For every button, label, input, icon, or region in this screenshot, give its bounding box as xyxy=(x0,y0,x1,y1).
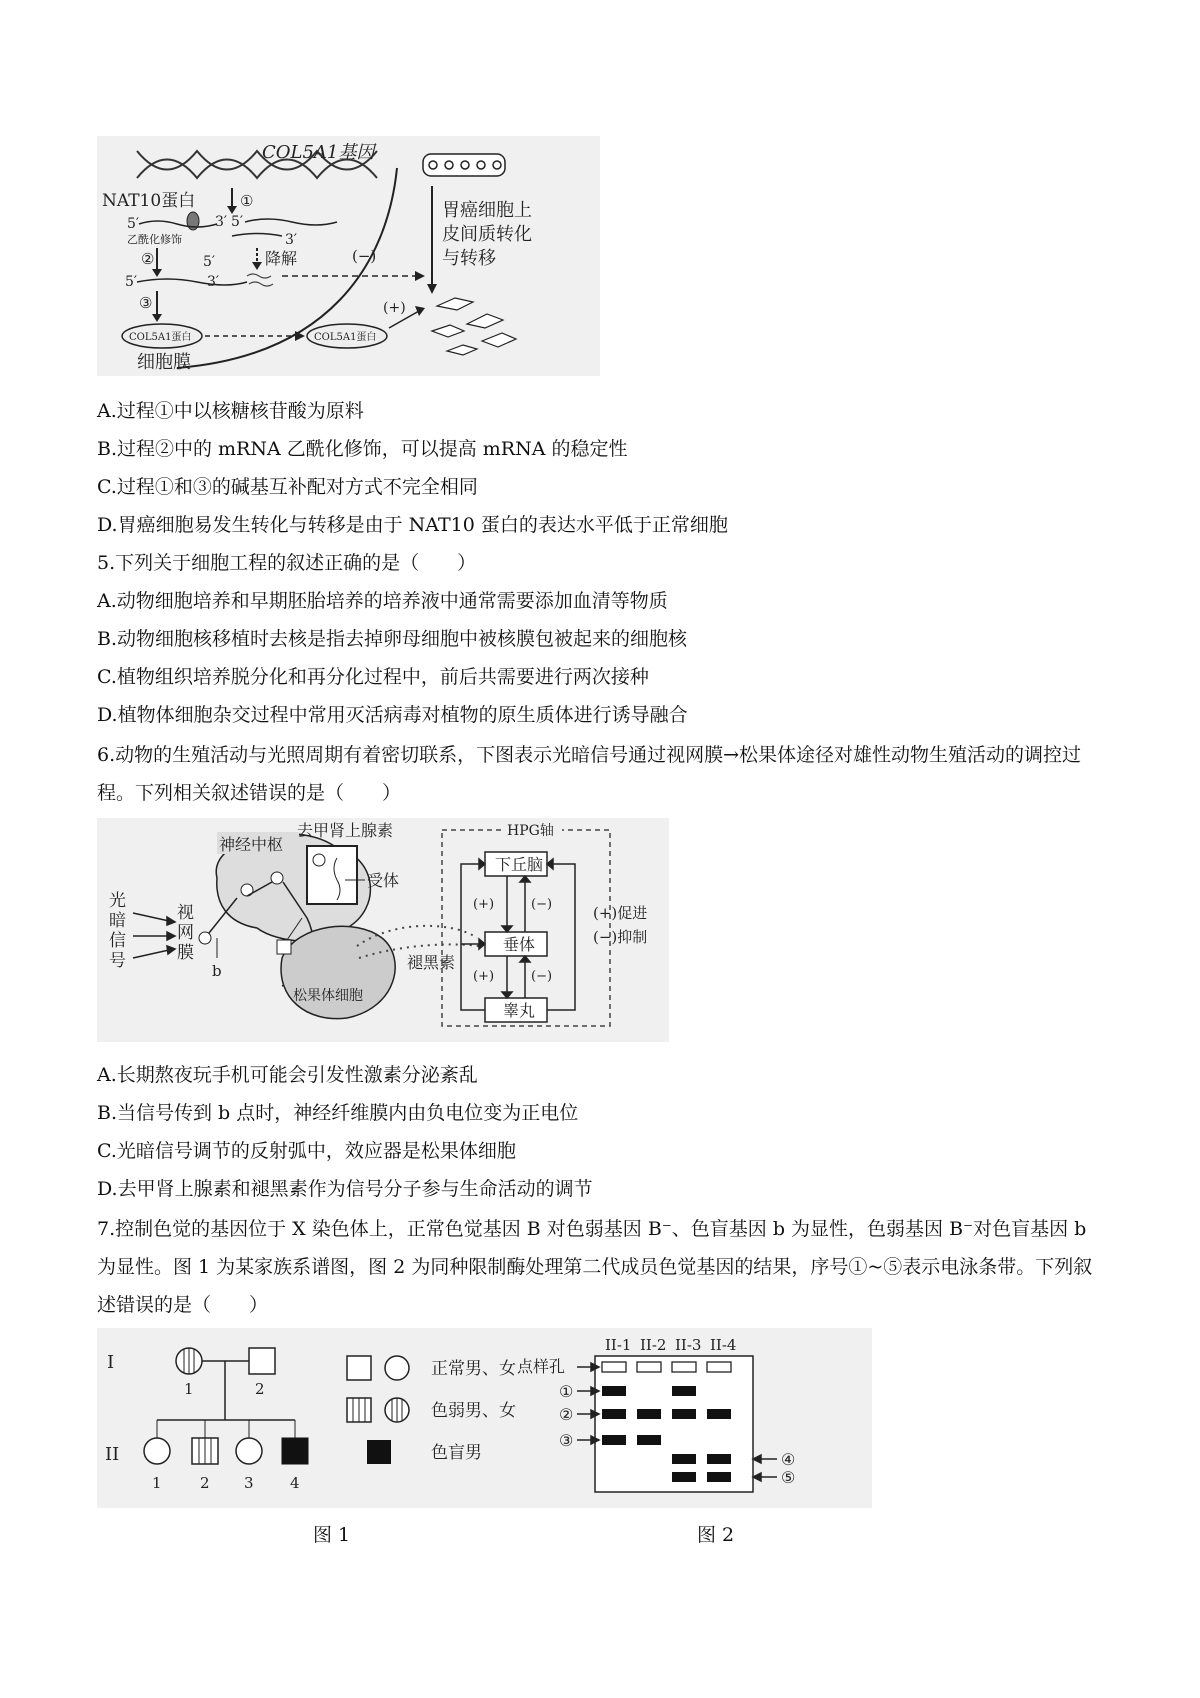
gene-label: COL5A1基因 xyxy=(262,142,375,163)
protein-label-1: COL5A1蛋白 xyxy=(129,332,192,343)
col5a1-figure xyxy=(97,136,600,376)
q4-option-d: D.胃癌细胞易发生转化与转移是由于 NAT10 蛋白的表达水平低于正常细胞 xyxy=(97,514,728,536)
p3-b: 3′ xyxy=(285,232,298,248)
plus-2: (+) xyxy=(473,969,495,984)
nat10-label: NAT10蛋白 xyxy=(102,191,196,211)
legend-normal: 正常男、女 xyxy=(431,1359,516,1379)
p3-a: 3′ xyxy=(215,214,228,230)
ii-4: 4 xyxy=(290,1474,300,1492)
light-char-2: 暗 xyxy=(109,911,126,931)
light-char-3: 信 xyxy=(109,931,126,951)
step1-label: ① xyxy=(240,192,254,210)
q6-option-d: D.去甲肾上腺素和褪黑素作为信号分子参与生命活动的调节 xyxy=(97,1178,593,1200)
ii-3: 3 xyxy=(244,1474,254,1492)
pineal-label: 松果体细胞 xyxy=(293,988,363,1004)
hpg-label: HPG轴 xyxy=(507,823,554,839)
q7-stem: 7.控制色觉的基因位于 X 染色体上，正常色觉基因 B 对色弱基因 B⁻、色盲基因 b 为显性，色弱基因 B⁻对色盲基因 b 为显性。图 1 为某家族系谱图，图 2 为同种限制酶处理第二代成员色觉基因的结果，序号①~⑤表示电泳条带。下列叙述错误的是（ ） xyxy=(97,1218,1093,1316)
band-4-label: ④ xyxy=(781,1450,796,1469)
step2-label: ② xyxy=(141,250,155,268)
q5-option-a: A.动物细胞培养和早期胚胎培养的培养液中通常需要添加血清等物质 xyxy=(97,590,668,612)
ii-1: 1 xyxy=(152,1474,162,1492)
membrane-label: 细胞膜 xyxy=(137,352,191,373)
q5-option-b: B.动物细胞核移植时去核是指去掉卵母细胞中被核膜包被起来的细胞核 xyxy=(97,628,688,650)
i-2: 2 xyxy=(255,1380,265,1398)
retina-char-1: 视 xyxy=(177,903,194,923)
minus-1: (−) xyxy=(531,897,553,912)
q6-option-b: B.当信号传到 b 点时，神经纤维膜内由负电位变为正电位 xyxy=(97,1102,579,1124)
q5-option-d: D.植物体细胞杂交过程中常用灭活病毒对植物的原生质体进行诱导融合 xyxy=(97,704,688,726)
acetylation-label: 乙酰化修饰 xyxy=(127,233,182,246)
protein-label-2: COL5A1蛋白 xyxy=(314,332,377,343)
p5-d: 5′ xyxy=(125,274,138,290)
p5-c: 5′ xyxy=(203,254,216,270)
light-char-4: 号 xyxy=(109,951,126,971)
lane-ii-3: II-3 xyxy=(675,1336,702,1354)
q6-option-c: C.光暗信号调节的反射弧中，效应器是松果体细胞 xyxy=(97,1140,516,1162)
i-1: 1 xyxy=(184,1380,194,1398)
legend-promote: (+)促进 xyxy=(593,904,648,922)
q4-option-b: B.过程②中的 mRNA 乙酰化修饰，可以提高 mRNA 的稳定性 xyxy=(97,438,628,460)
p5-a: 5′ xyxy=(127,216,140,232)
q6-option-a: A.长期熬夜玩手机可能会引发性激素分泌紊乱 xyxy=(97,1064,478,1086)
band-3-label: ③ xyxy=(559,1431,574,1450)
figure-1-caption: 图 1 xyxy=(313,1524,351,1546)
legend-inhibit: (−)抑制 xyxy=(593,928,648,946)
gen2-label: II xyxy=(105,1444,120,1465)
p3-d: 3′ xyxy=(207,274,220,290)
hpg-figure xyxy=(97,818,669,1042)
gen1-label: I xyxy=(107,1352,115,1373)
retina-char-2: 网 xyxy=(177,923,194,943)
figure-2-caption: 图 2 xyxy=(697,1524,735,1546)
pedigree-figure xyxy=(97,1328,872,1508)
receptor-label: 受体 xyxy=(367,871,400,890)
pituitary-label: 垂体 xyxy=(503,935,536,954)
lane-ii-4: II-4 xyxy=(710,1336,737,1354)
well-label: 点样孔 xyxy=(517,1357,566,1376)
plus-1: (+) xyxy=(473,897,495,912)
lane-ii-1: II-1 xyxy=(605,1336,632,1354)
emt-text-3: 与转移 xyxy=(442,248,496,269)
step3-label: ③ xyxy=(139,294,153,312)
q4-option-c: C.过程①和③的碱基互补配对方式不完全相同 xyxy=(97,476,478,498)
plus-label: (+) xyxy=(383,300,406,316)
q5-stem: 5.下列关于细胞工程的叙述正确的是（ ） xyxy=(97,552,477,574)
q4-option-a: A.过程①中以核糖核苷酸为原料 xyxy=(97,400,364,422)
legend-weak: 色弱男、女 xyxy=(431,1401,516,1421)
ii-2: 2 xyxy=(200,1474,210,1492)
hypothalamus-label: 下丘脑 xyxy=(495,855,544,874)
testis-label: 睾丸 xyxy=(503,1001,536,1020)
band-5-label: ⑤ xyxy=(781,1468,796,1487)
light-char-1: 光 xyxy=(109,891,126,911)
minus-label: (−) xyxy=(352,247,377,265)
melatonin-label: 褪黑素 xyxy=(407,953,456,972)
lane-ii-2: II-2 xyxy=(640,1336,667,1354)
legend-blind: 色盲男 xyxy=(431,1443,482,1463)
ne-label: 去甲肾上腺素 xyxy=(297,821,394,840)
emt-text-1: 胃癌细胞上 xyxy=(442,200,532,221)
q5-option-c: C.植物组织培养脱分化和再分化过程中，前后共需要进行两次接种 xyxy=(97,666,649,688)
nerve-center-label: 神经中枢 xyxy=(219,835,284,854)
point-b-label: b xyxy=(212,962,222,980)
band-2-label: ② xyxy=(559,1405,574,1424)
p5-b: 5′ xyxy=(231,214,244,230)
minus-2: (−) xyxy=(531,969,553,984)
emt-text-2: 皮间质转化 xyxy=(442,224,532,245)
retina-char-3: 膜 xyxy=(177,943,194,963)
q6-stem: 6.动物的生殖活动与光照周期有着密切联系，下图表示光暗信号通过视网膜→松果体途径对雄性动物生殖活动的调控过程。下列相关叙述错误的是（ ） xyxy=(97,744,1082,804)
degrade-label: 降解 xyxy=(265,249,298,268)
band-1-label: ① xyxy=(559,1382,574,1401)
